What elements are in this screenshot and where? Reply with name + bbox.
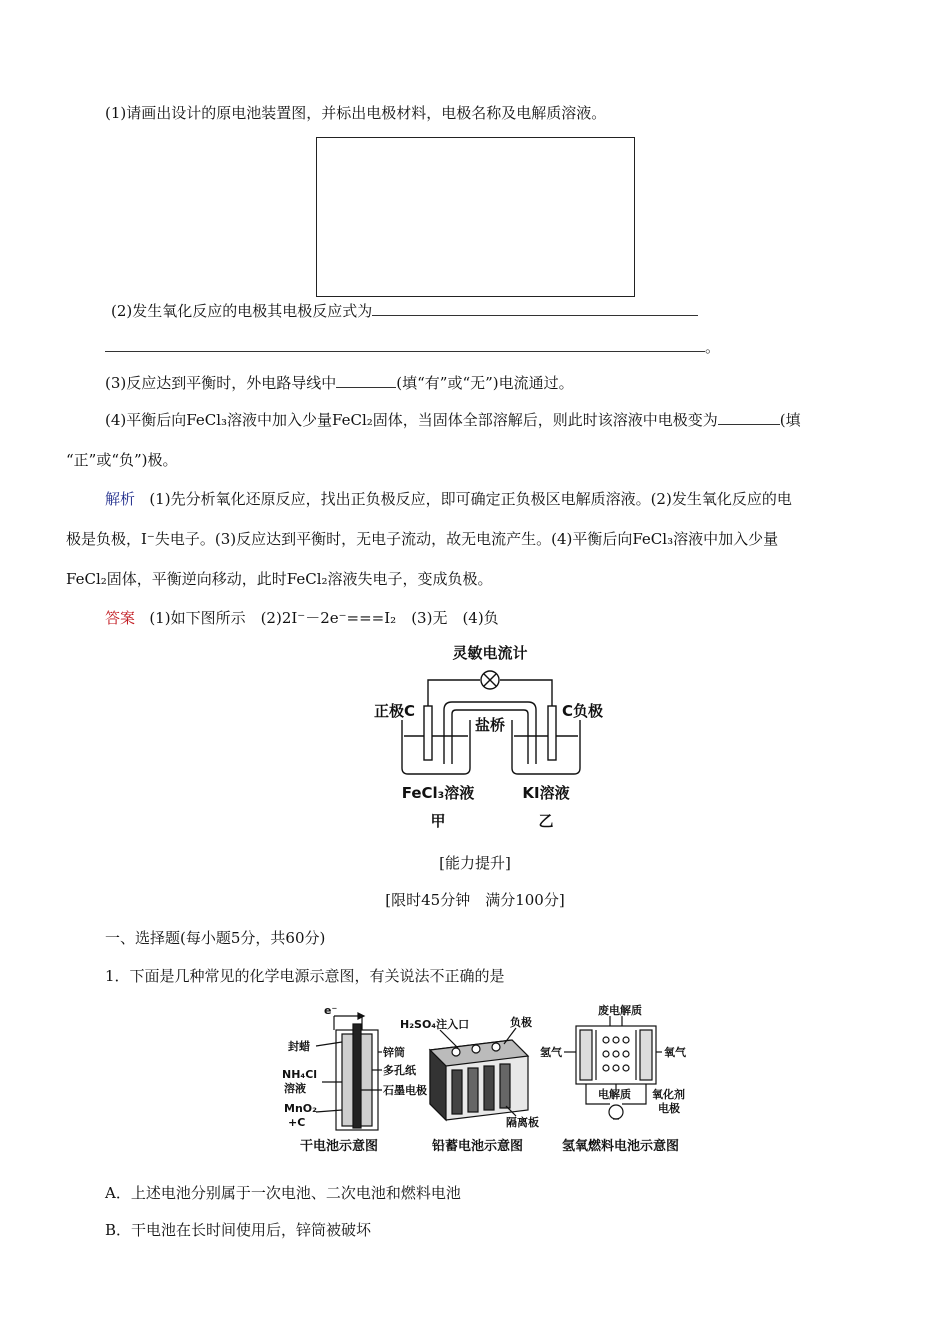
section-time-limit: [限时45分钟 满分100分]: [385, 891, 565, 909]
dry-graphite-label: 石墨电极: [383, 1084, 427, 1097]
section-ability: [能力提升]: [439, 854, 511, 872]
dry-nh4cl-label: NH₄Cl: [282, 1068, 318, 1081]
option-a[interactable]: A．上述电池分别属于一次电池、二次电池和燃料电池: [105, 1184, 461, 1202]
dry-cell-drawing: [316, 1013, 382, 1130]
answer-blank[interactable]: [718, 410, 780, 425]
question-part-2-cont: [105, 337, 720, 357]
dry-carbon-label: +C: [288, 1116, 306, 1129]
answer-blank[interactable]: [105, 337, 705, 352]
question-1-stem: 1．下面是几种常见的化学电源示意图，有关说法不正确的是: [105, 967, 505, 985]
right-electrode: [548, 706, 556, 760]
galvanic-cell-diagram: [360, 638, 620, 838]
lead-negative-label: 负极: [510, 1016, 532, 1029]
fuel-cell-caption: 氢氧燃料电池示意图: [562, 1139, 680, 1154]
fuel-electrode-label: 电极: [658, 1102, 680, 1115]
question-part-3: [105, 373, 574, 393]
dry-solution-label: 溶液: [284, 1082, 306, 1095]
dry-mno2-label: MnO₂: [284, 1102, 317, 1115]
galvanometer-label: 灵敏电流计: [452, 644, 528, 662]
question-part-2-end: 。: [705, 338, 721, 356]
dry-electron-label: e⁻: [324, 1004, 338, 1017]
question-part-4: [105, 410, 801, 430]
lead-cell-caption: 铅蓄电池示意图: [432, 1139, 524, 1154]
lead-cell-drawing: [430, 1028, 528, 1120]
analysis-label: 解析: [105, 490, 136, 508]
right-cell-name: 乙: [538, 812, 554, 830]
analysis-line-2: 极是负极，I⁻失电子。(3)反应达到平衡时，无电子流动，故无电流产生。(4)平衡后向FeCl₃溶液中加入少量: [66, 530, 779, 548]
left-electrode-label: 正极C: [374, 702, 416, 720]
drawing-box: [316, 137, 635, 297]
salt-bridge-label: 盐桥: [474, 716, 506, 734]
answer-text: (1)如下图所示 (2)2I⁻－2e⁻===I₂ (3)无 (4)负: [149, 609, 499, 627]
question-part-1: (1)请画出设计的原电池装置图，并标出电极材料，电极名称及电解质溶液。: [105, 104, 607, 122]
left-solution-label: FeCl₃溶液: [401, 784, 475, 802]
dry-paper-label: 多孔纸: [383, 1064, 416, 1077]
left-electrode: [424, 706, 432, 760]
right-electrode-label: C负极: [562, 702, 604, 720]
lead-inlet-label: H₂SO₄注入口: [400, 1018, 470, 1031]
analysis-text-1: (1)先分析氧化还原反应，找出正负极反应，即可确定正负极区电解质溶液。(2)发生氧化反应的电: [149, 490, 792, 508]
fuel-oxidant-label: 氧化剂: [652, 1088, 685, 1101]
beaker-right: [512, 720, 580, 774]
choice-heading: 一、选择题(每小题5分，共60分): [105, 929, 326, 947]
answer-line: [105, 608, 499, 628]
dry-seal-label: 封蜡: [288, 1040, 310, 1053]
fuel-oxygen-label: 氧气: [664, 1046, 686, 1059]
power-sources-diagram: [280, 1000, 710, 1160]
question-part-2-text: (2)发生氧化反应的电极其电极反应式为: [111, 302, 373, 320]
fuel-waste-label: 废电解质: [598, 1004, 642, 1017]
fuel-electrolyte-label: 电解质: [598, 1088, 631, 1101]
right-solution-label: KI溶液: [522, 784, 570, 802]
beaker-left: [402, 720, 470, 774]
answer-label: 答案: [105, 609, 136, 627]
lead-separator-label: 隔离板: [506, 1116, 539, 1129]
question-part-3-text: (3)反应达到平衡时，外电路导线中: [105, 374, 337, 392]
analysis-line-1: [105, 489, 792, 509]
dry-cell-caption: 干电池示意图: [300, 1139, 379, 1154]
question-part-4-text-b: (填: [779, 411, 801, 429]
fuel-hydrogen-label: 氢气: [540, 1046, 562, 1059]
question-part-3-text-b: (填“有”或“无”)电流通过。: [396, 374, 574, 392]
question-part-4-text: (4)平衡后向FeCl₃溶液中加入少量FeCl₂固体，当固体全部溶解后，则此时该溶液中电极变为: [105, 411, 718, 429]
fuel-cell-drawing: [564, 1016, 662, 1119]
dry-zinc-label: 锌筒: [383, 1046, 405, 1059]
answer-blank[interactable]: [372, 301, 698, 316]
option-b[interactable]: B．干电池在长时间使用后，锌筒被破坏: [105, 1221, 372, 1239]
analysis-line-3: FeCl₂固体，平衡逆向移动，此时FeCl₂溶液失电子，变成负极。: [66, 570, 493, 588]
left-cell-name: 甲: [430, 812, 446, 830]
answer-blank[interactable]: [336, 373, 396, 388]
question-part-4-cont: “正”或“负”)极。: [66, 451, 178, 469]
question-part-2: [111, 301, 698, 321]
